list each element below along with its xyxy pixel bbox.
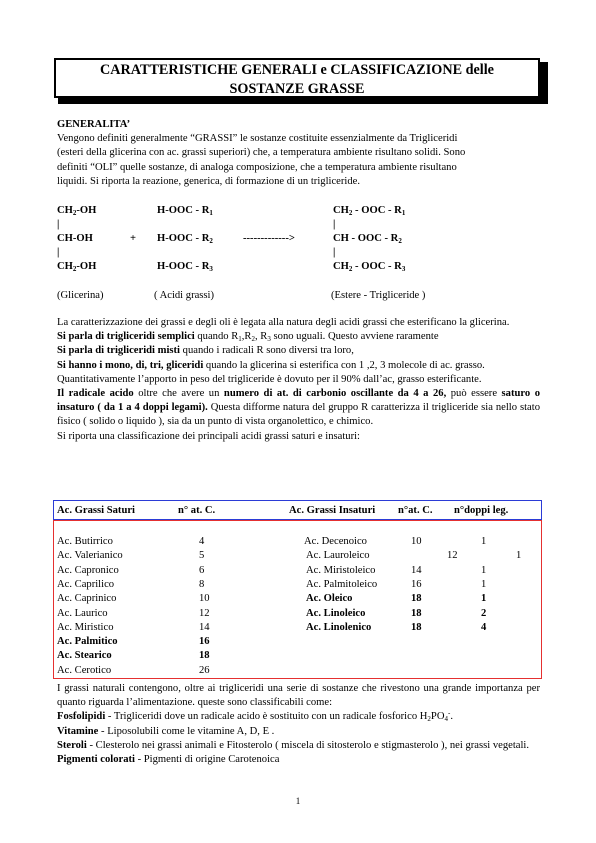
unsaturated-acid-name: Ac. Palmitoleico: [306, 578, 378, 590]
generalita-line: Vengono definiti generalmente “GRASSI” le sostanze costituite essenzialmente da Trigliceridi: [57, 133, 458, 145]
generalita-line: definiti “OLI” quelle sostanze, di analoga composizione, che a temperatura ambiente risultano: [57, 161, 457, 173]
saturated-acid-carbons: 4: [199, 536, 205, 547]
saturated-acid-name: Ac. Valerianico: [57, 550, 123, 562]
generalita-section: [57, 118, 540, 189]
unsaturated-acid-double-bonds: 4: [481, 621, 487, 633]
after-table-section: [57, 682, 540, 767]
unsaturated-acid-name: Ac. Oleico: [306, 593, 353, 605]
header-n-at-saturated: n° at. C.: [178, 505, 216, 516]
saturated-acid-name: Ac. Caprinico: [57, 593, 117, 605]
reaction-arrow: ------------->: [243, 233, 295, 244]
saturated-acid-carbons: 16: [199, 636, 210, 648]
saturated-acid-name: Ac. Stearico: [57, 650, 112, 662]
header-unsaturated: Ac. Grassi Insaturi: [289, 505, 376, 516]
unsaturated-acid-carbons: 18: [411, 607, 422, 619]
unsaturated-acid-double-bonds: 1: [481, 578, 487, 590]
table-row: [0, 549, 596, 563]
unsaturated-acid-name: Ac. Linolenico: [306, 621, 372, 633]
table-row: [0, 535, 596, 549]
unsaturated-acid-carbons: 18: [411, 593, 422, 605]
table-row: [0, 664, 596, 678]
paragraph-natural-fats: I grassi naturali contengono, oltre ai trigliceridi una serie di sostanze che rivestono una grande importanza per quanto riguarda l’alimentazione. queste sono classificabili come:: [57, 683, 540, 709]
saturated-acid-carbons: 6: [199, 564, 205, 576]
table-row: [0, 578, 596, 592]
acid-2: $H-OOC - R_2$: [157, 233, 213, 245]
document-title: [54, 58, 540, 98]
table-row: [0, 621, 596, 635]
glycerol-ch2-oh-bottom: $CH_2-OH$: [57, 261, 97, 273]
item-vitamine: Vitamine - Liposolubili come le vitamine A, D, E .: [57, 725, 275, 737]
table-row: [0, 607, 596, 621]
unsaturated-acid-carbons: 10: [411, 536, 422, 547]
item-fosfolipidi: Fosfolipidi - Trigliceridi dove un radicale acido è sostituito con un radicale fosforico $H_2PO_4^-$.: [57, 709, 453, 724]
saturated-acid-carbons: 10: [199, 593, 210, 605]
paragraph-classification: Si riporta una classificazione dei principali acidi grassi saturi e insaturi:: [57, 430, 361, 442]
ester-1: $CH_2$ - OOC - $R_1$: [333, 205, 406, 217]
item-pigmenti: Pigmenti colorati - Pigmenti di origine Carotenoica: [57, 754, 280, 766]
page-number: 1: [295, 796, 301, 806]
paragraph-simple-triglycerides: Si parla di trigliceridi semplici quando $R_1,R_2$, $R_3$ sono uguali. Questo avviene raramente: [57, 331, 439, 344]
acid-1: $H-OOC - R_1$: [157, 205, 213, 217]
title-line-1: CARATTERISTICHE GENERALI e CLASSIFICAZIONE delle: [100, 62, 494, 78]
acid-3: $H-OOC - R_3$: [157, 261, 213, 273]
unsaturated-acid-double-bonds: 2: [481, 607, 487, 619]
saturated-acid-carbons: 14: [199, 621, 210, 633]
unsaturated-acid-double-bonds: 1: [481, 536, 487, 547]
title-line-2: SOSTANZE GRASSE: [229, 81, 365, 97]
ester-2: CH - OOC - $R_2$: [333, 233, 402, 245]
table-header-row: [0, 504, 596, 518]
header-n-at-unsaturated: n°at. C.: [398, 505, 433, 516]
unsaturated-acid-name: Ac. Lauroleico: [306, 550, 370, 562]
unsaturated-acid-carbons: 12: [447, 550, 458, 562]
paragraph-mixed-triglycerides: Si parla di trigliceridi misti quando i radicali R sono diversi tra loro,: [57, 345, 354, 357]
item-steroli: Steroli - Clesterolo nei grassi animali e Fitosterolo ( miscela di sitosterolo e stigmasterolo ), nei grassi vegetali.: [57, 739, 530, 751]
body-section: [57, 316, 540, 444]
saturated-acid-carbons: 26: [199, 664, 210, 676]
bond-line: |: [333, 219, 336, 230]
saturated-acid-name: Ac. Caprilico: [57, 578, 115, 590]
saturated-acid-carbons: 18: [199, 650, 210, 662]
saturated-acid-carbons: 12: [199, 607, 210, 619]
unsaturated-acid-double-bonds: 1: [481, 564, 487, 576]
unsaturated-acid-carbons: 14: [411, 564, 422, 576]
unsaturated-acid-double-bonds: 1: [481, 593, 487, 605]
paragraph-glycerides: Si hanno i mono, di, tri, gliceridi quando la glicerina si esterifica con 1 ,2, 3 molecole di ac. grasso.: [57, 359, 485, 371]
label-glycerol: (Glicerina): [57, 290, 104, 301]
saturated-acid-carbons: 5: [199, 550, 205, 562]
saturated-acid-name: Ac. Laurico: [57, 607, 108, 619]
generalita-line: liquidi. Si riporta la reazione, generica, di formazione di un trigliceride.: [57, 175, 360, 187]
table-row: [0, 649, 596, 663]
unsaturated-acid-name: Ac. Decenoico: [304, 536, 367, 547]
header-double-bonds: n°doppi leg.: [454, 505, 509, 516]
label-acids: ( Acidi grassi): [154, 290, 215, 301]
saturated-acid-name: Ac. Cerotico: [57, 664, 112, 676]
unsaturated-acid-name: Ac. Linoleico: [306, 607, 366, 619]
glycerol-ch2-oh-top: $CH_2-OH$: [57, 205, 97, 217]
saturated-acid-name: Ac. Capronico: [57, 564, 119, 576]
unsaturated-acid-carbons: 18: [411, 621, 422, 633]
saturated-acid-carbons: 8: [199, 578, 205, 590]
unsaturated-acid-name: Ac. Miristoleico: [306, 564, 376, 576]
saturated-acid-name: Ac. Butirrico: [57, 536, 113, 547]
table-row: [0, 564, 596, 578]
table-row: [0, 592, 596, 606]
generalita-heading: GENERALITA’: [57, 119, 131, 130]
saturated-acid-name: Ac. Palmitico: [57, 636, 118, 648]
bond-line: |: [57, 247, 60, 258]
table-row: [0, 635, 596, 649]
paragraph-intro: La caratterizzazione dei grassi e degli oli è legata alla natura degli acidi grassi che esterificano la glicerina.: [57, 317, 510, 328]
paragraph-acid-radical: Il radicale acido oltre che avere un numero di at. di carbonio oscillante da 4 a 26, può essere saturo o insaturo ( da 1 a 4 doppi legami). Questa difforme natura del gruppo R caratterizza il trigliceride sia nello stato fisico ( solido o liquido ), sia da un punto di vista organolettico, e chimico.: [57, 388, 540, 428]
plus-sign: +: [130, 233, 137, 244]
saturated-acid-name: Ac. Miristico: [57, 621, 114, 633]
bond-line: |: [333, 247, 336, 258]
bond-line: |: [57, 219, 60, 230]
header-saturated: Ac. Grassi Saturi: [57, 505, 135, 516]
glycerol-ch-oh: CH-OH: [57, 233, 93, 244]
paragraph-weight: Quantitativamente l’apporto in peso del trigliceride è dovuto per il 90% dall’ac, grasso esterificante.: [57, 373, 482, 385]
unsaturated-acid-carbons: 16: [411, 578, 422, 590]
generalita-line: (esteri della glicerina con ac. grassi superiori) che, a temperatura ambiente risultano solidi. Sono: [57, 147, 466, 159]
unsaturated-acid-double-bonds: 1: [516, 550, 522, 562]
ester-3: $CH_2$ - OOC - $R_3$: [333, 261, 406, 273]
label-ester: (Estere - Trigliceride ): [331, 290, 426, 301]
